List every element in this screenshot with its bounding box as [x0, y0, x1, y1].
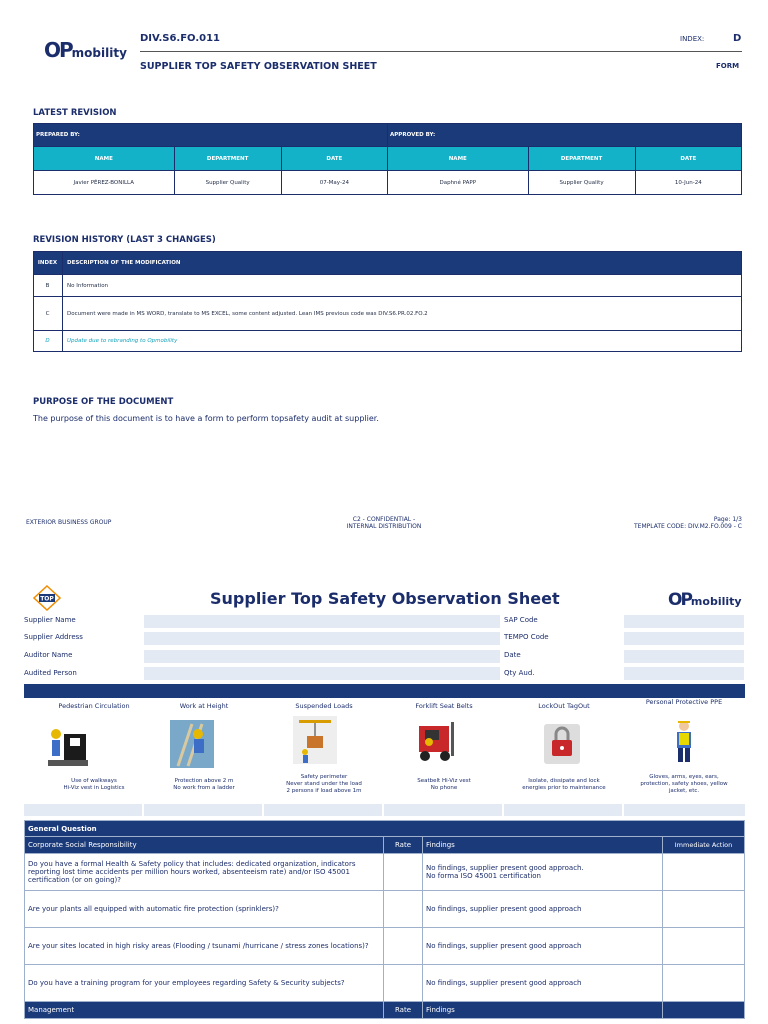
column-header: DEPARTMENT — [528, 147, 635, 171]
purpose-text: The purpose of this document is to have a form to perform topsafety audit at supplier. — [33, 414, 379, 423]
footer-center — [330, 516, 438, 530]
question-text: Are your sites located in high risky areas (Flooding / tsunami /hurricane / stress zones locations)? — [25, 928, 384, 965]
action-cell[interactable] — [663, 965, 745, 1002]
supplier-name-label: Supplier Name — [24, 616, 76, 624]
question-text: Do you have a formal Health & Safety policy that includes: dedicated organization, indicators reporting lost time accidents per million hours worked, absenteeism rate) and/or ISO 45001 certification (or on going)? — [25, 854, 384, 891]
qty-aud-label: Qty Aud. — [504, 669, 535, 677]
rating-box[interactable] — [384, 804, 502, 816]
tempo-code-label: TEMPO Code — [504, 633, 549, 641]
revision-description: Document were made in MS WORD, translate to MS EXCEL, some content adjusted. Lean IMS previous code was DIV.S6.PR.02.FO.2 — [63, 297, 742, 331]
rating-box[interactable] — [504, 804, 622, 816]
section-header: Management — [25, 1002, 384, 1019]
category-forklift-seat-belts: Forklift Seat Belts — [415, 702, 473, 710]
supplier-name-field[interactable] — [144, 615, 500, 628]
findings-cell[interactable]: No findings, supplier present good approach — [423, 965, 663, 1002]
opmobility-logo: OPmobility — [668, 590, 742, 610]
ladder-worker-icon — [170, 720, 214, 768]
table-cell: Daphné PAPP — [388, 171, 528, 195]
action-column-header — [663, 1002, 745, 1019]
forklift-icon — [415, 716, 459, 764]
revision-history-title: REVISION HISTORY (LAST 3 CHANGES) — [33, 235, 216, 245]
document-title: SUPPLIER TOP SAFETY OBSERVATION SHEET — [140, 61, 377, 72]
revision-description: Update due to rebranding to Opmobility — [63, 331, 742, 352]
supplier-address-field[interactable] — [144, 632, 500, 645]
qty-aud-field[interactable] — [624, 667, 744, 680]
date-label: Date — [504, 651, 521, 659]
supplier-address-label: Supplier Address — [24, 633, 83, 641]
caption-work-at-height: Protection above 2 m No work from a ladder — [173, 778, 235, 791]
category-pedestrian-circulation: Pedestrian Circulation — [58, 702, 130, 710]
findings-cell[interactable]: No findings, supplier present good approach — [423, 891, 663, 928]
rating-box[interactable] — [144, 804, 262, 816]
category-work-at-height: Work at Height — [179, 702, 229, 710]
latest-revision-title: LATEST REVISION — [33, 108, 117, 118]
form-label: FORM — [716, 62, 740, 70]
caption-suspended-loads: Safety perimeter Never stand under the load 2 persons if load above 1m — [286, 774, 362, 794]
caption-forklift-seat-belts: Seatbelt Hi-Viz vest No phone — [417, 778, 471, 791]
revision-history-table — [33, 251, 742, 352]
document-code: DIV.S6.FO.011 — [140, 33, 221, 44]
column-header: NAME — [34, 147, 175, 171]
crane-load-icon — [293, 716, 337, 764]
caption-pedestrian-circulation: Use of walkways Hi-Viz vest in Logistics — [63, 778, 125, 791]
category-suspended-loads: Suspended Loads — [295, 702, 353, 710]
table-cell: 10-Jun-24 — [635, 171, 741, 195]
revision-index: B — [34, 275, 63, 297]
question-text: Are your plants all equipped with automatic fire protection (sprinklers)? — [25, 891, 384, 928]
column-header: DATE — [281, 147, 387, 171]
revision-index: C — [34, 297, 63, 331]
date-field[interactable] — [624, 650, 744, 663]
sap-code-label: SAP Code — [504, 616, 538, 624]
revision-index: D — [34, 331, 63, 352]
rating-box[interactable] — [264, 804, 382, 816]
rate-cell[interactable] — [384, 928, 423, 965]
immediate-action-column-header: Immediate Action — [663, 837, 745, 854]
tempo-code-field[interactable] — [624, 632, 744, 645]
header-divider — [140, 51, 742, 52]
approved-by-header: APPROVED BY: — [388, 124, 742, 147]
index-value: D — [733, 33, 742, 44]
distribution-label: INTERNAL DISTRIBUTION — [346, 523, 422, 530]
page-number: Page: 1/3 — [713, 516, 742, 523]
rate-cell[interactable] — [384, 891, 423, 928]
classification-label: C2 - CONFIDENTIAL - — [352, 516, 416, 523]
latest-revision-table — [33, 123, 742, 195]
rate-cell[interactable] — [384, 854, 423, 891]
category-lockout-tagout: LockOut TagOut — [538, 702, 590, 710]
sheet-title: Supplier Top Safety Observation Sheet — [210, 589, 560, 608]
worker-ppe-icon — [662, 718, 706, 766]
table-cell: Supplier Quality — [528, 171, 635, 195]
footer-right — [634, 516, 742, 530]
rate-column-header: Rate — [384, 1002, 423, 1019]
index-label: INDEX: — [680, 35, 705, 43]
prepared-by-header: PREPARED BY: — [34, 124, 388, 147]
question-text: Do you have a training program for your employees regarding Safety & Security subjects? — [25, 965, 384, 1002]
table-cell: Javier PÉREZ-BONILLA — [34, 171, 175, 195]
caption-lockout-tagout: Isolate, dissipate and lock energies prior to maintenance — [522, 778, 606, 791]
revision-description: No Information — [63, 275, 742, 297]
template-code: TEMPLATE CODE: DIV.M2.FO.009 - C — [634, 523, 742, 530]
general-question-header: General Question — [25, 821, 745, 837]
action-cell[interactable] — [663, 854, 745, 891]
index-column-header: INDEX — [34, 252, 63, 275]
category-ppe: Personal Protective PPE — [645, 698, 723, 706]
table-cell: Supplier Quality — [174, 171, 281, 195]
column-header: DATE — [635, 147, 741, 171]
questions-table — [24, 820, 745, 1019]
sap-code-field[interactable] — [624, 615, 744, 628]
top-badge-icon — [33, 585, 61, 611]
column-header: DEPARTMENT — [174, 147, 281, 171]
section-header: Corporate Social Responsibility — [25, 837, 384, 854]
rate-column-header: Rate — [384, 837, 423, 854]
rating-box[interactable] — [24, 804, 142, 816]
opmobility-logo: OPmobility — [44, 38, 127, 62]
findings-column-header: Findings — [423, 1002, 663, 1019]
auditor-name-label: Auditor Name — [24, 651, 73, 659]
findings-cell[interactable]: No findings, supplier present good approach. No forma ISO 45001 certification — [423, 854, 663, 891]
audited-person-label: Audited Person — [24, 669, 77, 677]
badge-text: TOP — [40, 595, 54, 603]
section-bar — [24, 684, 745, 698]
purpose-title: PURPOSE OF THE DOCUMENT — [33, 397, 174, 407]
column-header: NAME — [388, 147, 528, 171]
findings-cell[interactable]: No findings, supplier present good approach — [423, 928, 663, 965]
rating-box[interactable] — [624, 804, 745, 816]
findings-column-header: Findings — [423, 837, 663, 854]
padlock-icon — [540, 720, 584, 768]
caption-ppe: Gloves, arms, eyes, ears, protection, safety shoes, yellow jacket, etc. — [640, 774, 728, 794]
action-cell[interactable] — [663, 891, 745, 928]
table-cell: 07-May-24 — [281, 171, 387, 195]
auditor-name-field[interactable] — [144, 650, 500, 663]
description-column-header: DESCRIPTION OF THE MODIFICATION — [63, 252, 742, 275]
audited-person-field[interactable] — [144, 667, 500, 680]
forklift-pedestrian-icon — [46, 722, 90, 770]
footer-left: EXTERIOR BUSINESS GROUP — [26, 519, 112, 526]
rate-cell[interactable] — [384, 965, 423, 1002]
action-cell[interactable] — [663, 928, 745, 965]
